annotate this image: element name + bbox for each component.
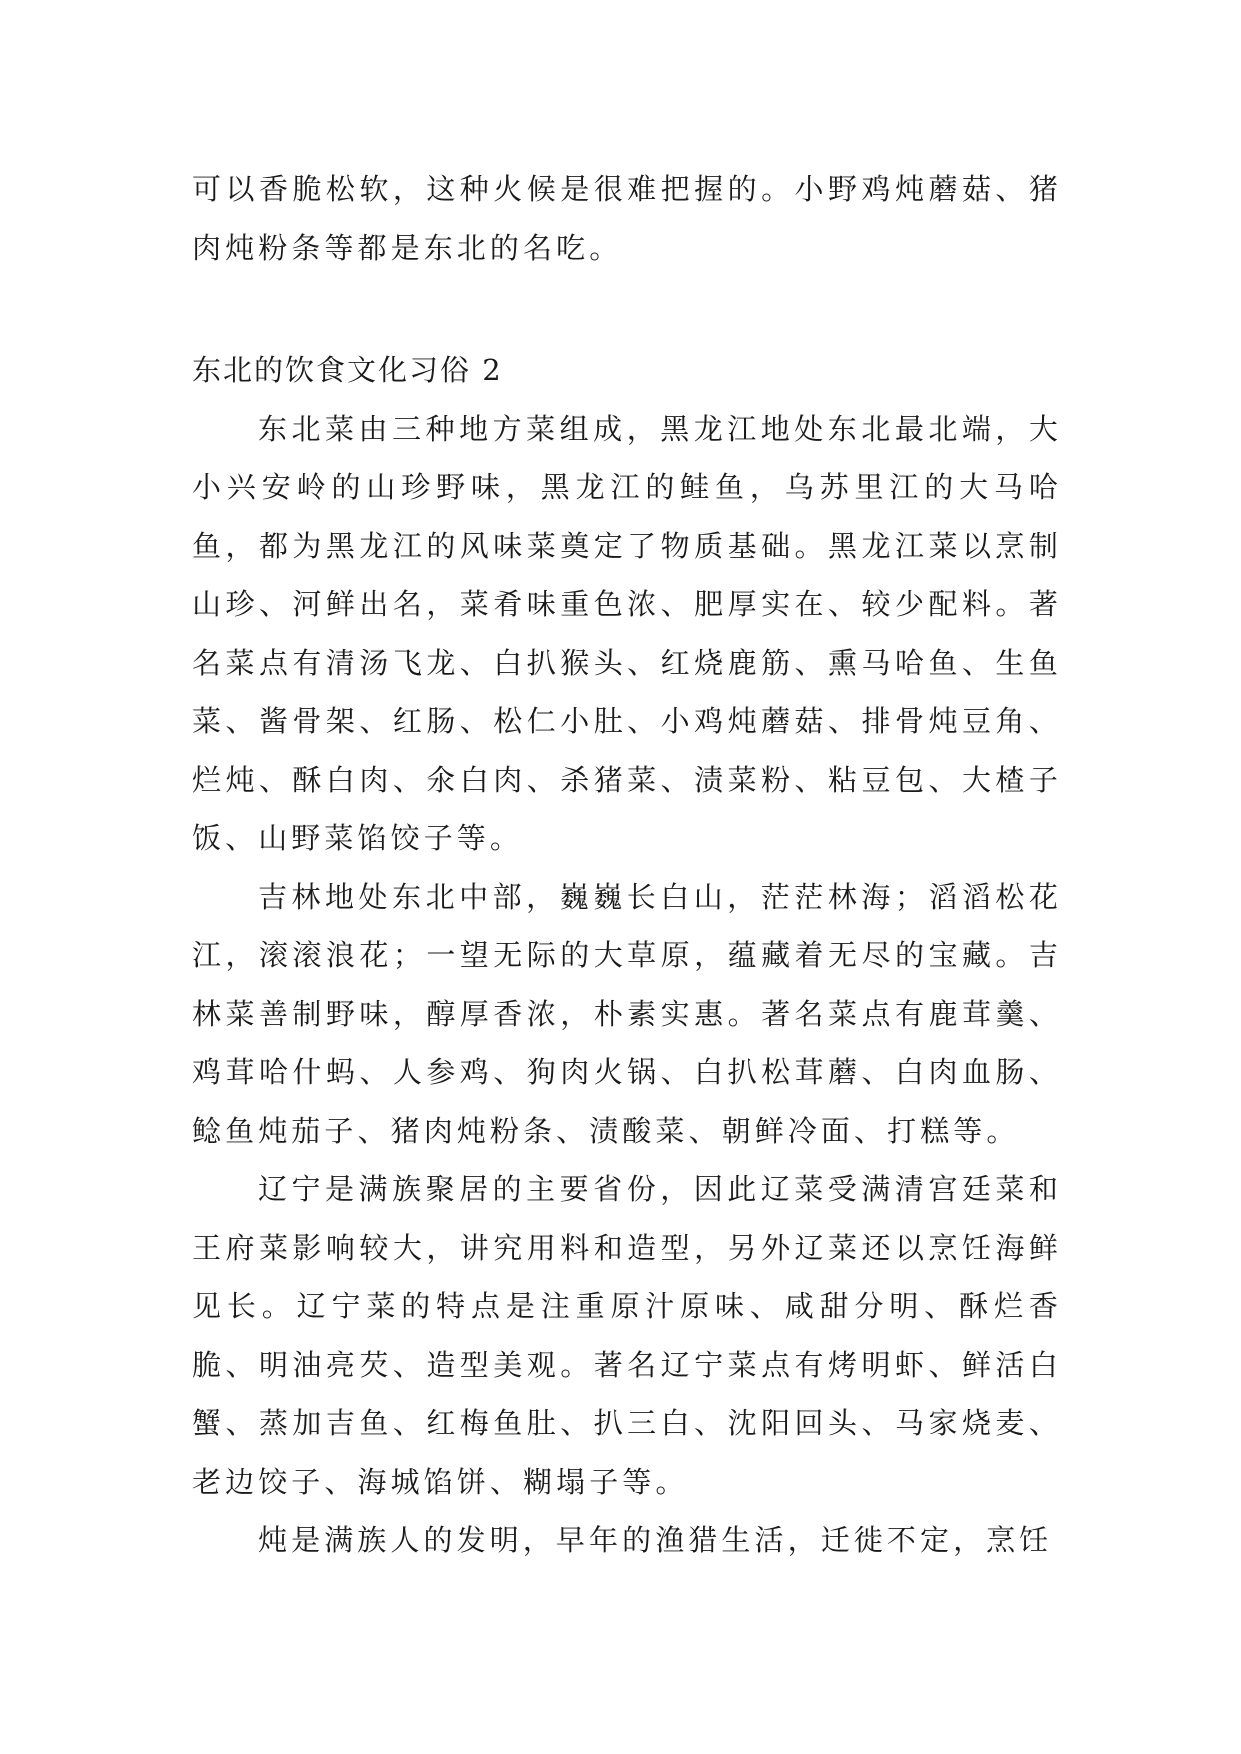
section-title: 东北的饮食文化习俗 2 bbox=[192, 353, 503, 387]
paragraph-heilongjiang: 东北菜由三种地方菜组成，黑龙江地处东北最北端，大小兴安岭的山珍野味，黑龙江的鲑鱼，乌苏里江的大马哈鱼，都为黑龙江的风味菜奠定了物质基础。黑龙江菜以烹制山珍、河鲜出名，菜肴味重色浓、肥厚实在、较少配料。著名菜点有清汤飞龙、白扒猴头、红烧鹿筋、熏马哈鱼、生鱼菜、酱骨架、红肠、松仁小肚、小鸡炖蘑菇、排骨炖豆角、烂炖、酥白肉、氽白肉、杀猪菜、渍菜粉、粘豆包、大楂子饭、山野菜馅饺子等。 bbox=[192, 411, 1062, 855]
paragraph-jilin: 吉林地处东北中部，巍巍长白山，茫茫林海；滔滔松花江，滚滚浪花；一望无际的大草原，蕴藏着无尽的宝藏。吉林菜善制野味，醇厚香浓，朴素实惠。著名菜点有鹿茸羹、鸡茸哈什蚂、人参鸡、狗肉火锅、白扒松茸蘑、白肉血肠、鲶鱼炖茄子、猪肉炖粉条、渍酸菜、朝鲜冷面、打糕等。 bbox=[192, 879, 1062, 1148]
paragraph-stew: 炖是满族人的发明，早年的渔猎生活，迁徙不定，烹饪 bbox=[258, 1523, 1053, 1557]
document-body bbox=[192, 160, 1062, 1570]
section-gap bbox=[192, 277, 1062, 341]
paragraph-continued: 可以香脆松软，这种火候是很难把握的。小野鸡炖蘑菇、猪肉炖粉条等都是东北的名吃。 bbox=[192, 172, 1062, 265]
paragraph-liaoning: 辽宁是满族聚居的主要省份，因此辽菜受满清宫廷菜和王府菜影响较大，讲究用料和造型，另外辽菜还以烹饪海鲜见长。辽宁菜的特点是注重原汁原味、咸甜分明、酥烂香脆、明油亮芡、造型美观。著名辽宁菜点有烤明虾、鲜活白蟹、蒸加吉鱼、红梅鱼肚、扒三白、沈阳回头、马家烧麦、老边饺子、海城馅饼、糊塌子等。 bbox=[192, 1172, 1062, 1499]
